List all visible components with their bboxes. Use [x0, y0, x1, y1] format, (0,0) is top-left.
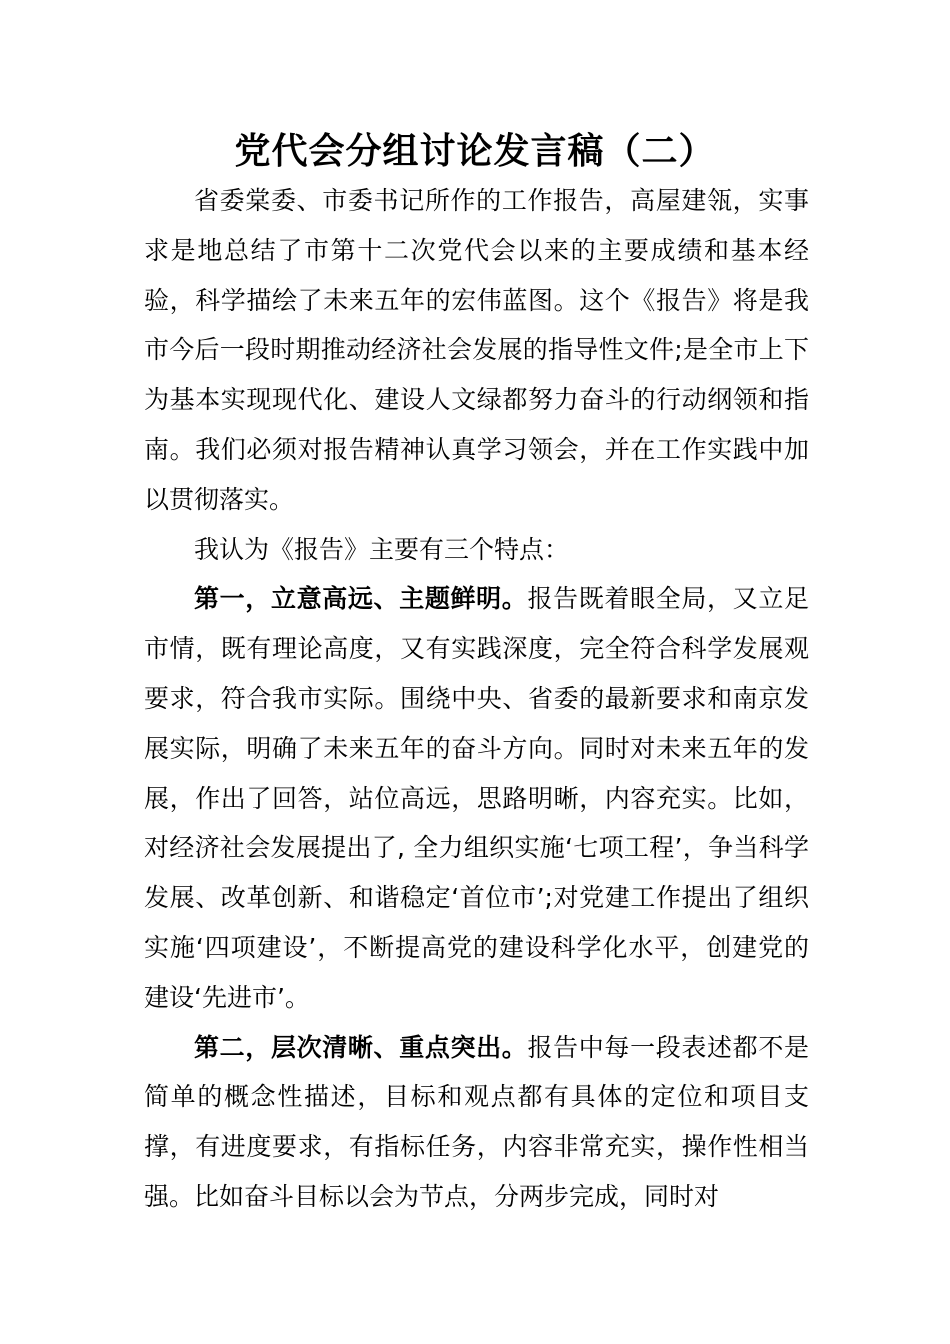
paragraph-features-intro-text: 我认为《报告》主要有三个特点： [194, 534, 570, 564]
document-body [144, 176, 809, 1222]
document-title: 党代会分组讨论发言稿（二） [234, 131, 716, 172]
paragraph-features-intro [144, 525, 809, 575]
paragraph-intro-text: 省委棠委、市委书记所作的工作报告，高屋建瓴，实事求是地总结了市第十二次党代会以来的主要成绩和基本经验，科学描绘了未来五年的宏伟蓝图。这个《报告》将是我市今后一段时期推动经济社会发展的指导性文件;是全市上下为基本实现现代化、建设人文绿都努力奋斗的行动纲领和指南。我们必须对报告精神认真学习领会，并在工作实践中加以贯彻落实。 [144, 186, 809, 514]
paragraph-intro [144, 176, 809, 525]
paragraph-feature-one [144, 574, 809, 1022]
paragraph-feature-two [144, 1023, 809, 1222]
paragraph-feature-two-text: 报告中每一段表述都不是简单的概念性描述，目标和观点都有具体的定位和项目支撑，有进度要求，有指标任务，内容非常充实，操作性相当强。比如奋斗目标以会为节点，分两步完成，同时对 [144, 1032, 809, 1211]
paragraph-feature-one-heading: 第一，立意高远、主题鲜明。 [194, 584, 528, 614]
paragraph-feature-one-text: 报告既着眼全局，又立足市情，既有理论高度，又有实践深度，完全符合科学发展观要求，符合我市实际。围绕中央、省委的最新要求和南京发展实际，明确了未来五年的奋斗方向。同时对未来五年的发展，作出了回答，站位高远，思路明晰，内容充实。比如，对经济社会发展提出了, 全力组织实施‘七项工程’，争当科学发展、改革创新、和谐稳定‘首位市’;对党建工作提出了组织实施‘四项建设’，不断提高党的建设科学化水平，创建党的建设‘先进市’。 [144, 584, 809, 1012]
paragraph-feature-two-heading: 第二，层次清晰、重点突出。 [194, 1032, 528, 1062]
